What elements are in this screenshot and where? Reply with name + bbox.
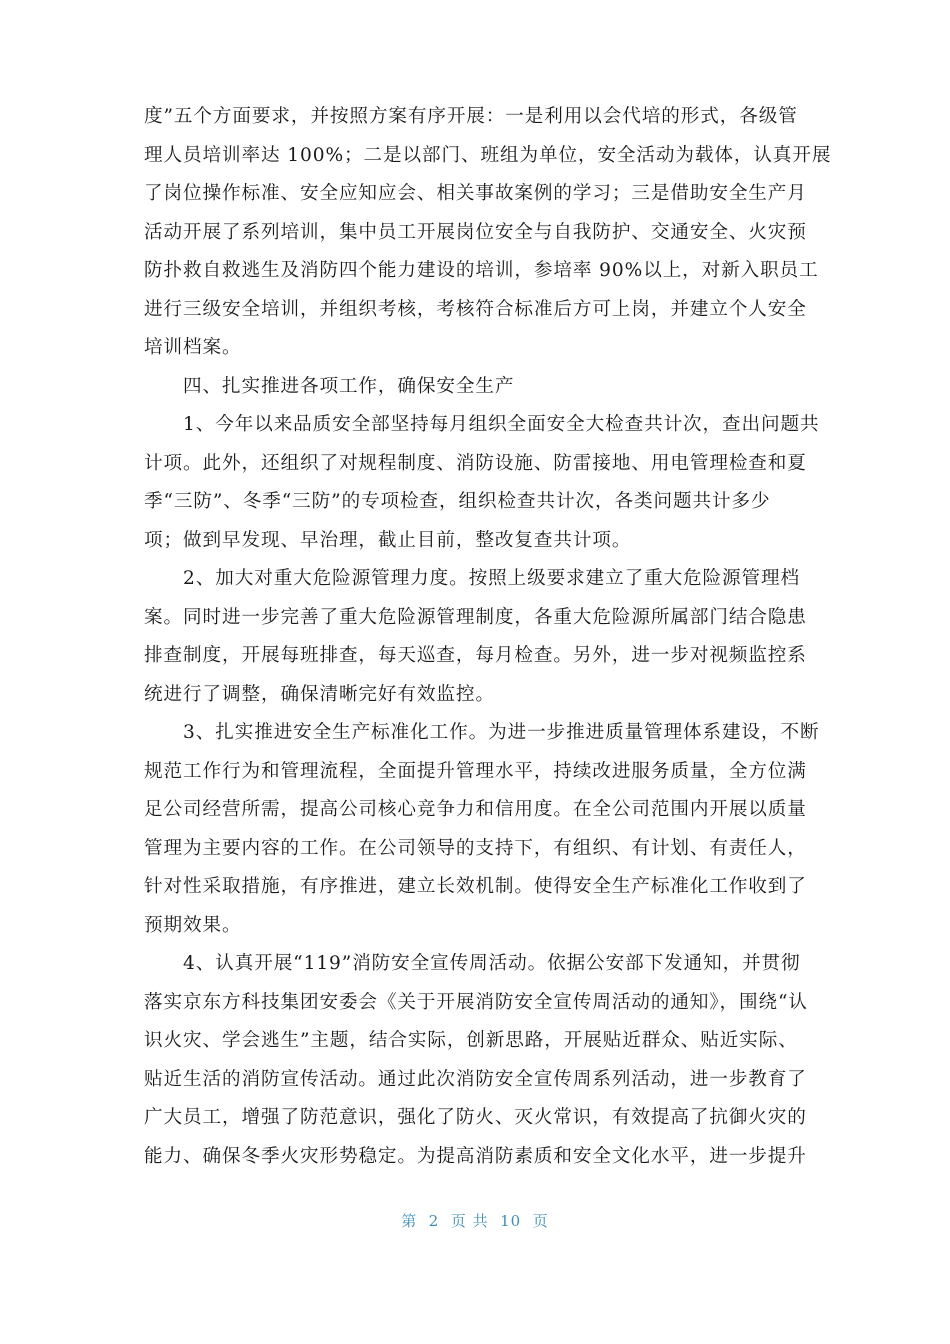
text-line: 季“三防”、冬季“三防”的专项检查，组织检查共计次，各类问题共计多少: [144, 491, 771, 512]
text-line: 2、加大对重大危险源管理力度。按照上级要求建立了重大危险源管理档: [144, 568, 801, 589]
text-line: 针对性采取措施，有序推进，建立长效机制。使得安全生产标准化工作收到了: [144, 876, 807, 897]
text-line: 理人员培训率达 100%；二是以部门、班组为单位，安全活动为载体，认真开展: [144, 144, 832, 166]
text-line: 足公司经营所需，提高公司核心竞争力和信用度。在全公司范围内开展以质量: [144, 799, 807, 820]
text-line: 培训档案。: [144, 337, 242, 358]
text-line: 排查制度，开展每班排查，每天巡查，每月检查。另外，进一步对视频监控系: [144, 645, 807, 666]
text-line: 能力、确保冬季火灾形势稳定。为提高消防素质和安全文化水平，进一步提升: [144, 1145, 807, 1167]
text-line: 落实京东方科技集团安委会《关于开展消防安全宣传周活动的通知》，围绕“认: [144, 991, 808, 1013]
text-line: 计项。此外，还组织了对规程制度、消防设施、防雷接地、用电管理检查和夏: [144, 452, 807, 474]
text-line: 防扑救自救逃生及消防四个能力建设的培训，参培率 90%以上，对新入职员工: [144, 260, 819, 281]
page-number-footer: 第 2 页 共 10 页: [401, 1212, 549, 1230]
text-line: 规范工作行为和管理流程，全面提升管理水平，持续改进服务质量，全方位满: [144, 760, 807, 782]
text-line: 广大员工，增强了防范意识，强化了防火、灭火常识，有效提高了抗御火灾的: [144, 1107, 807, 1128]
text-line: 进行三级安全培训，并组织考核，考核符合标准后方可上岗，并建立个人安全: [144, 298, 807, 320]
text-line: 预期效果。: [144, 914, 242, 936]
text-line: 了岗位操作标准、安全应知应会、相关事故案例的学习；三是借助安全生产月: [144, 183, 807, 204]
text-line: 识火灾、学会逃生”主题，结合实际，创新思路，开展贴近群众、贴近实际、: [144, 1030, 798, 1051]
section-heading: 四、扎实推进各项工作，确保安全生产: [144, 375, 515, 397]
text-line: 3、扎实推进安全生产标准化工作。为进一步推进质量管理体系建设，不断: [144, 722, 820, 743]
text-line: 活动开展了系列培训，集中员工开展岗位安全与自我防护、交通安全、火灾预: [144, 221, 807, 243]
text-line: 4、认真开展“119”消防安全宣传周活动。依据公安部下发通知，并贯彻: [144, 953, 801, 974]
text-line: 度”五个方面要求，并按照方案有序开展：一是利用以会代培的形式，各级管: [144, 106, 798, 127]
text-line: 贴近生活的消防宣传活动。通过此次消防安全宣传周系列活动，进一步教育了: [144, 1068, 807, 1090]
text-line: 1、今年以来品质安全部坚持每月组织全面安全大检查共计次，查出问题共: [144, 414, 820, 435]
text-line: 案。同时进一步完善了重大危险源管理制度，各重大危险源所属部门结合隐患: [144, 606, 807, 628]
text-line: 管理为主要内容的工作。在公司领导的支持下，有组织、有计划、有责任人，: [144, 837, 807, 859]
text-line: 统进行了调整，确保清晰完好有效监控。: [144, 683, 495, 705]
text-line: 项；做到早发现、早治理，截止目前，整改复查共计项。: [144, 529, 632, 551]
